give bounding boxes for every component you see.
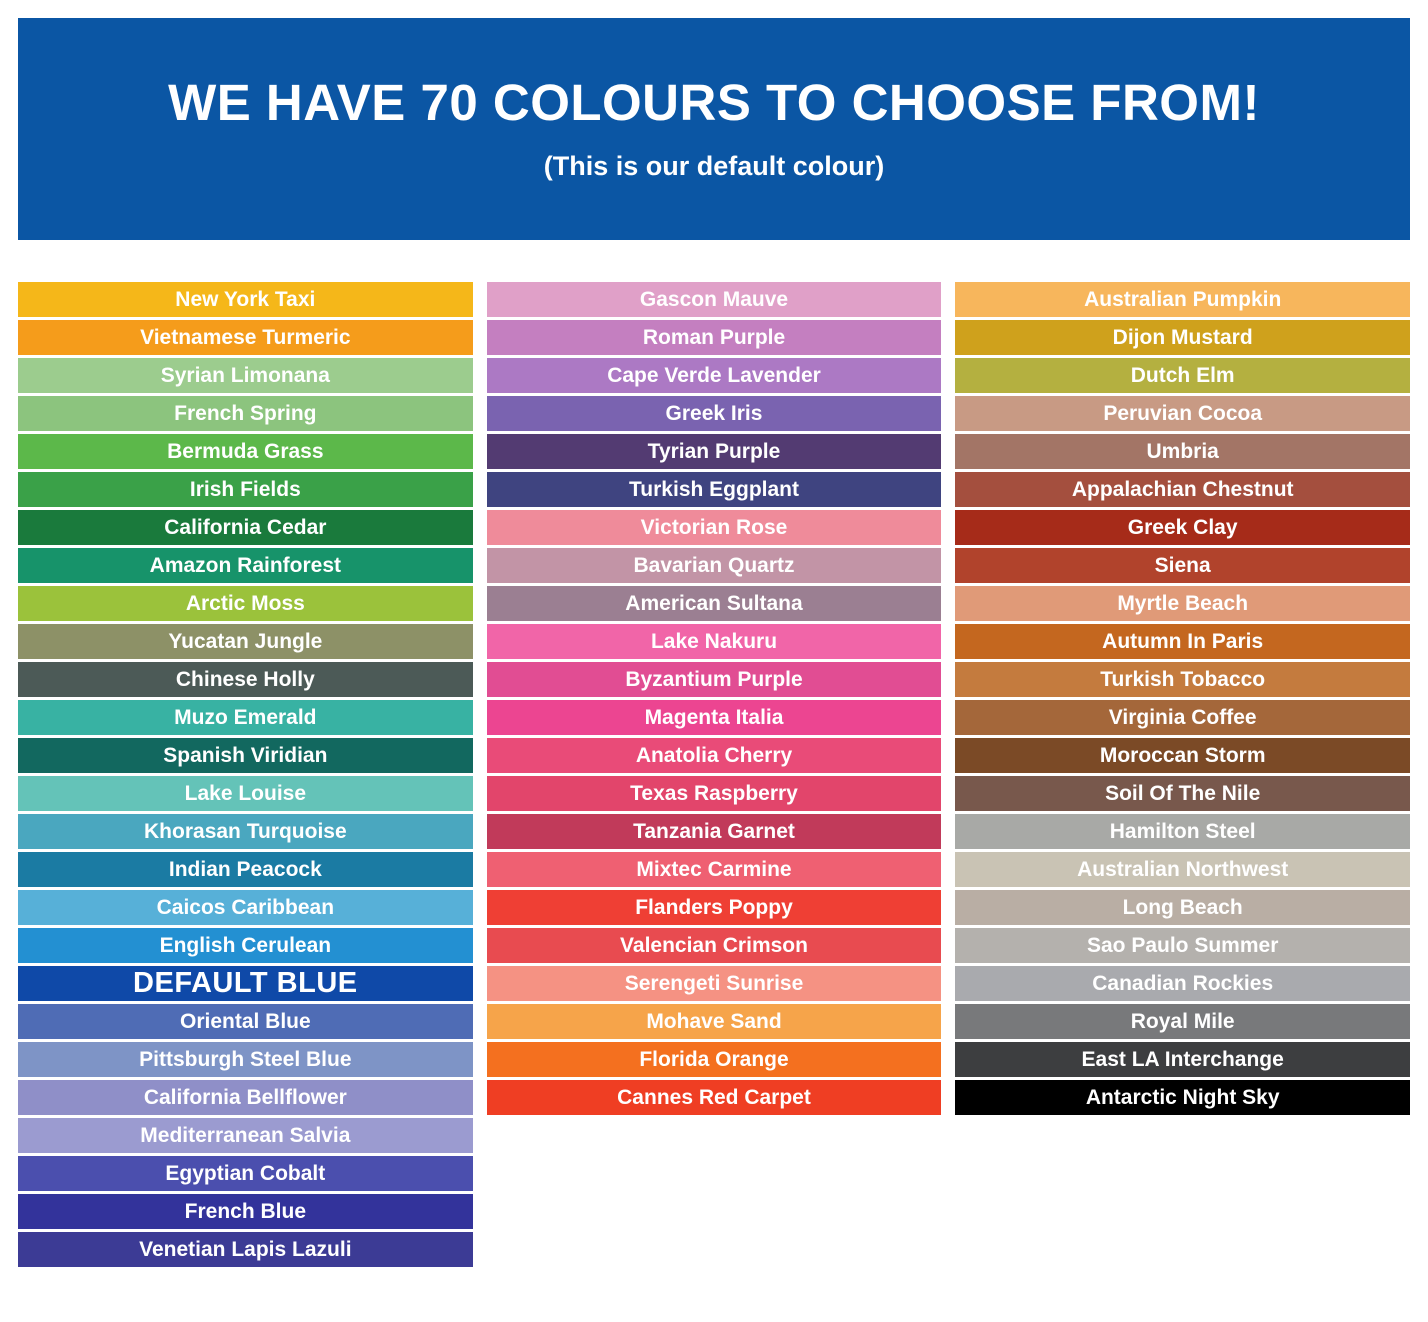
- colour-swatch[interactable]: Tyrian Purple: [487, 434, 942, 469]
- colour-swatch[interactable]: Tanzania Garnet: [487, 814, 942, 849]
- colour-swatch[interactable]: Lake Louise: [18, 776, 473, 811]
- colour-swatch[interactable]: Texas Raspberry: [487, 776, 942, 811]
- colour-swatch[interactable]: Valencian Crimson: [487, 928, 942, 963]
- colour-swatch[interactable]: Bavarian Quartz: [487, 548, 942, 583]
- colour-swatch[interactable]: Pittsburgh Steel Blue: [18, 1042, 473, 1077]
- colour-swatch[interactable]: Muzo Emerald: [18, 700, 473, 735]
- colour-swatch[interactable]: Cape Verde Lavender: [487, 358, 942, 393]
- colour-swatch[interactable]: Hamilton Steel: [955, 814, 1410, 849]
- colour-swatch[interactable]: American Sultana: [487, 586, 942, 621]
- colour-swatch[interactable]: Serengeti Sunrise: [487, 966, 942, 1001]
- colour-swatch[interactable]: French Blue: [18, 1194, 473, 1229]
- colour-swatch[interactable]: Autumn In Paris: [955, 624, 1410, 659]
- colour-swatch[interactable]: Siena: [955, 548, 1410, 583]
- colour-swatch[interactable]: Gascon Mauve: [487, 282, 942, 317]
- colour-swatch[interactable]: Turkish Eggplant: [487, 472, 942, 507]
- colour-swatch[interactable]: Mediterranean Salvia: [18, 1118, 473, 1153]
- colour-swatch[interactable]: Mixtec Carmine: [487, 852, 942, 887]
- colour-swatch[interactable]: Royal Mile: [955, 1004, 1410, 1039]
- colour-swatch[interactable]: Florida Orange: [487, 1042, 942, 1077]
- colour-swatch[interactable]: Greek Clay: [955, 510, 1410, 545]
- colour-swatch[interactable]: Soil Of The Nile: [955, 776, 1410, 811]
- colour-swatch[interactable]: Victorian Rose: [487, 510, 942, 545]
- colour-swatch[interactable]: Venetian Lapis Lazuli: [18, 1232, 473, 1267]
- colour-swatch[interactable]: Syrian Limonana: [18, 358, 473, 393]
- colour-swatch[interactable]: Lake Nakuru: [487, 624, 942, 659]
- colour-swatch[interactable]: Cannes Red Carpet: [487, 1080, 942, 1115]
- colour-swatch[interactable]: California Bellflower: [18, 1080, 473, 1115]
- colour-swatch[interactable]: Long Beach: [955, 890, 1410, 925]
- colour-columns: [0, 240, 1428, 1267]
- colour-swatch[interactable]: Greek Iris: [487, 396, 942, 431]
- colour-swatch[interactable]: Australian Pumpkin: [955, 282, 1410, 317]
- page-title: WE HAVE 70 COLOURS TO CHOOSE FROM!: [168, 73, 1260, 131]
- colour-swatch[interactable]: Flanders Poppy: [487, 890, 942, 925]
- colour-swatch[interactable]: Indian Peacock: [18, 852, 473, 887]
- colour-swatch[interactable]: Yucatan Jungle: [18, 624, 473, 659]
- column-2: [487, 282, 942, 1115]
- colour-swatch[interactable]: Turkish Tobacco: [955, 662, 1410, 697]
- colour-swatch[interactable]: Sao Paulo Summer: [955, 928, 1410, 963]
- header-banner: [18, 18, 1410, 240]
- colour-swatch[interactable]: Anatolia Cherry: [487, 738, 942, 773]
- colour-swatch[interactable]: Dijon Mustard: [955, 320, 1410, 355]
- colour-swatch[interactable]: Caicos Caribbean: [18, 890, 473, 925]
- colour-swatch[interactable]: DEFAULT BLUE: [18, 966, 473, 1001]
- colour-swatch[interactable]: Magenta Italia: [487, 700, 942, 735]
- page-subtitle: (This is our default colour): [543, 151, 885, 182]
- colour-chart-page: [0, 18, 1428, 1322]
- colour-swatch[interactable]: Mohave Sand: [487, 1004, 942, 1039]
- colour-swatch[interactable]: French Spring: [18, 396, 473, 431]
- colour-swatch[interactable]: Irish Fields: [18, 472, 473, 507]
- colour-swatch[interactable]: Arctic Moss: [18, 586, 473, 621]
- colour-swatch[interactable]: Egyptian Cobalt: [18, 1156, 473, 1191]
- colour-swatch[interactable]: Amazon Rainforest: [18, 548, 473, 583]
- colour-swatch[interactable]: Moroccan Storm: [955, 738, 1410, 773]
- colour-swatch[interactable]: Australian Northwest: [955, 852, 1410, 887]
- colour-swatch[interactable]: Bermuda Grass: [18, 434, 473, 469]
- colour-swatch[interactable]: Dutch Elm: [955, 358, 1410, 393]
- column-3: [955, 282, 1410, 1115]
- colour-swatch[interactable]: Antarctic Night Sky: [955, 1080, 1410, 1115]
- colour-swatch[interactable]: California Cedar: [18, 510, 473, 545]
- column-1: [18, 282, 473, 1267]
- colour-swatch[interactable]: Khorasan Turquoise: [18, 814, 473, 849]
- colour-swatch[interactable]: Vietnamese Turmeric: [18, 320, 473, 355]
- colour-swatch[interactable]: Canadian Rockies: [955, 966, 1410, 1001]
- colour-swatch[interactable]: Umbria: [955, 434, 1410, 469]
- colour-swatch[interactable]: Oriental Blue: [18, 1004, 473, 1039]
- colour-swatch[interactable]: New York Taxi: [18, 282, 473, 317]
- colour-swatch[interactable]: Appalachian Chestnut: [955, 472, 1410, 507]
- colour-swatch[interactable]: Roman Purple: [487, 320, 942, 355]
- colour-swatch[interactable]: Myrtle Beach: [955, 586, 1410, 621]
- colour-swatch[interactable]: Peruvian Cocoa: [955, 396, 1410, 431]
- colour-swatch[interactable]: Spanish Viridian: [18, 738, 473, 773]
- colour-swatch[interactable]: East LA Interchange: [955, 1042, 1410, 1077]
- colour-swatch[interactable]: Virginia Coffee: [955, 700, 1410, 735]
- colour-swatch[interactable]: English Cerulean: [18, 928, 473, 963]
- colour-swatch[interactable]: Byzantium Purple: [487, 662, 942, 697]
- colour-swatch[interactable]: Chinese Holly: [18, 662, 473, 697]
